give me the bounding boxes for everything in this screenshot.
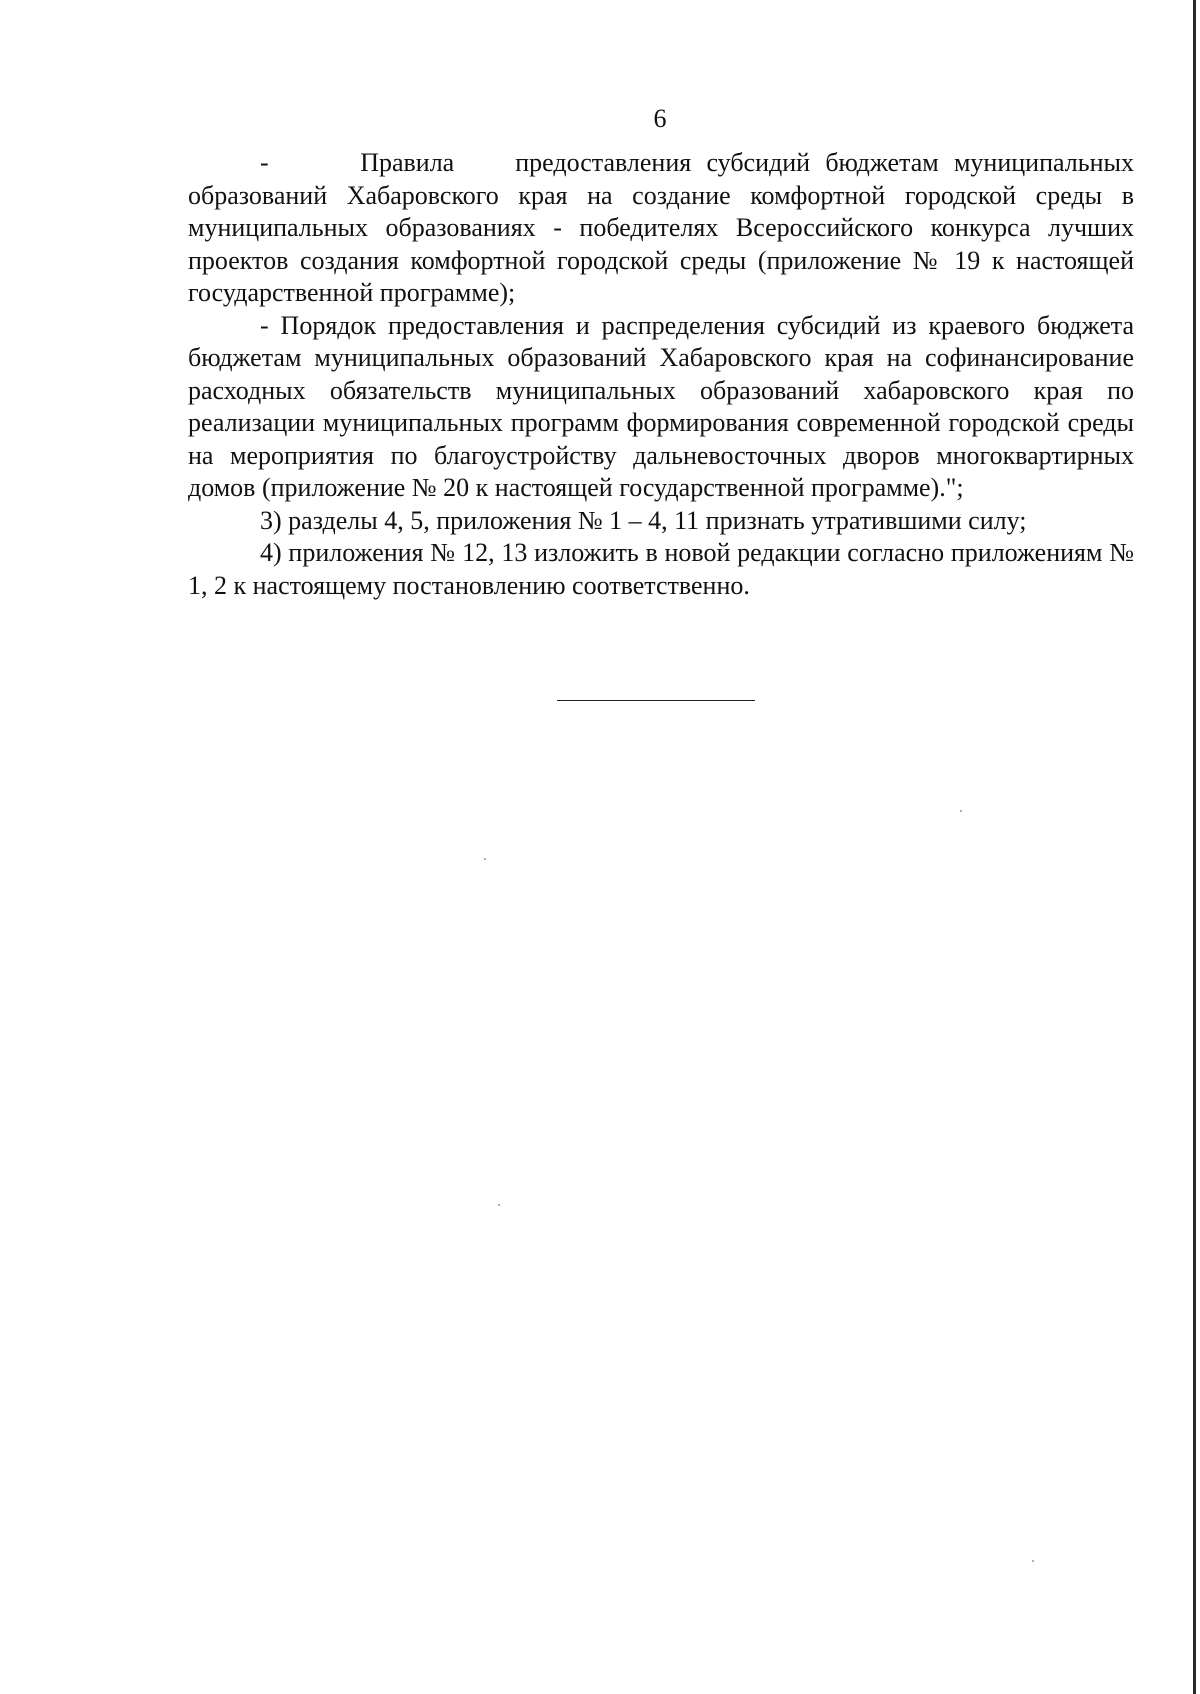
paragraph-appendices-new-edition: 4) приложения № 12, 13 изложить в новой редакции согласно приложениям № 1, 2 к настоящему постановлению соответственно.: [188, 538, 1134, 600]
document-body: [188, 147, 1134, 602]
paragraph-rules-subsidies: - Правила предоставления субсидий бюджетам муниципальных образований Хабаровского края на создание комфортной городской среды в муниципальных образованиях - победителях Всероссийского конкурса лучших проектов создания комфортной городской среды (приложение № 19 к настоящей государственной программе);: [188, 148, 1134, 307]
scan-speck: [960, 810, 962, 812]
scan-speck: [484, 858, 486, 860]
page-edge-shadow: [1193, 0, 1196, 1694]
scan-speck: [1032, 1560, 1034, 1562]
paragraph-sections-invalid: 3) разделы 4, 5, приложения № 1 – 4, 11 признать утратившими силу;: [260, 505, 1027, 535]
page-number: 6: [653, 104, 667, 133]
scan-speck: [498, 1204, 500, 1206]
closing-rule: [557, 700, 755, 701]
paragraph-procedure-subsidies: - Порядок предоставления и распределения субсидий из краевого бюджета бюджетам муниципальных образований Хабаровского края на софинансирование расходных обязательств муниципальных образований хабаровского края по реализации муниципальных программ формирования современной городской среды на мероприятия по благоустройству дальневосточных дворов многоквартирных домов (приложение № 20 к настоящей государственной программе).";: [188, 310, 1134, 502]
